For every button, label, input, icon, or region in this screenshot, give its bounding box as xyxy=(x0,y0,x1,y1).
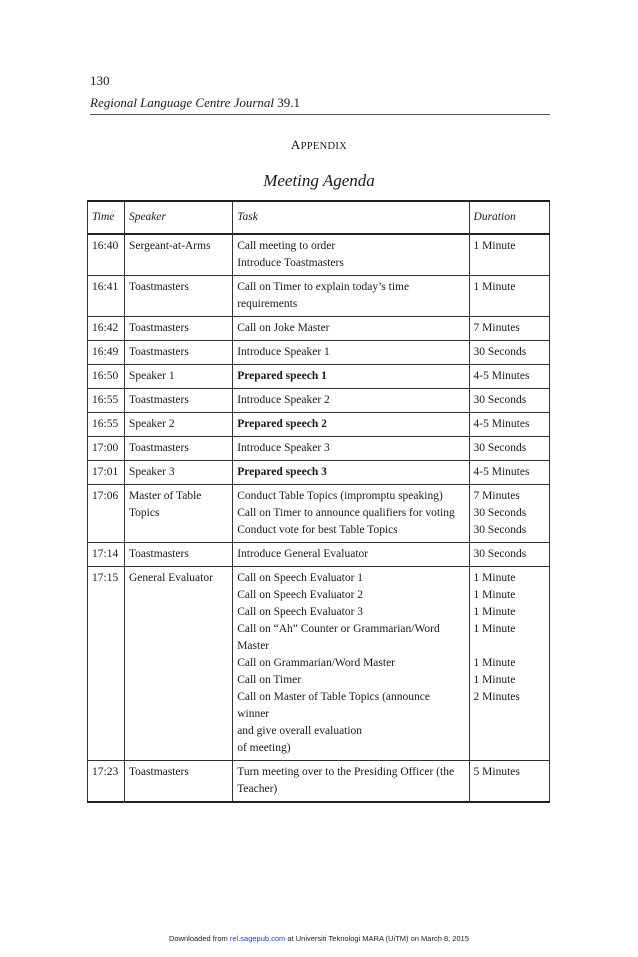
cell-task xyxy=(233,567,469,761)
duration-line: 4-5 Minutes xyxy=(473,418,530,430)
task-line: Master xyxy=(237,640,270,652)
duration-line: 5 Minutes xyxy=(473,766,520,778)
task-line: Prepared speech 1 xyxy=(237,370,327,382)
page-number: 130 xyxy=(90,73,110,88)
cell-task xyxy=(233,365,469,389)
cell-speaker: General Evaluator xyxy=(124,567,232,761)
task-line: Call meeting to order xyxy=(237,240,336,252)
footer-link[interactable]: rel.sagepub.com xyxy=(229,934,286,943)
table-caption: Meeting Agenda xyxy=(263,171,375,190)
cell-time: 17:23 xyxy=(88,761,125,803)
table-row xyxy=(88,341,550,365)
duration-line: 30 Seconds xyxy=(473,346,527,358)
cell-time: 17:06 xyxy=(88,485,125,543)
cell-time: 16:49 xyxy=(88,341,125,365)
table-row xyxy=(88,437,550,461)
duration-line: 30 Seconds xyxy=(473,524,527,536)
cell-duration xyxy=(469,413,549,437)
task-line: Prepared speech 3 xyxy=(237,466,327,478)
task-line: Call on Timer to announce qualifiers for voting xyxy=(237,507,455,519)
cell-time: 16:41 xyxy=(88,276,125,317)
cell-duration xyxy=(469,276,549,317)
duration-line: 2 Minutes xyxy=(473,691,520,703)
cell-speaker: Speaker 3 xyxy=(124,461,232,485)
header-duration: Duration xyxy=(469,201,549,234)
duration-line: 1 Minute xyxy=(473,572,516,584)
duration-line: 1 Minute xyxy=(473,623,516,635)
cell-speaker: Master of Table Topics xyxy=(124,485,232,543)
duration-line: 1 Minute xyxy=(473,657,516,669)
cell-time: 16:42 xyxy=(88,317,125,341)
running-header xyxy=(90,95,550,115)
task-line: and give overall evaluation xyxy=(237,725,363,737)
header-task: Task xyxy=(233,201,469,234)
table-row xyxy=(88,543,550,567)
cell-speaker: Toastmasters xyxy=(124,437,232,461)
cell-duration xyxy=(469,761,549,803)
cell-duration xyxy=(469,437,549,461)
task-line: Conduct Table Topics (impromptu speaking) xyxy=(237,490,443,502)
cell-speaker: Toastmasters xyxy=(124,389,232,413)
cell-time: 16:50 xyxy=(88,365,125,389)
task-line: Call on “Ah” Counter or Grammarian/Word xyxy=(237,623,440,635)
table-header-row xyxy=(88,201,550,234)
cell-time: 16:55 xyxy=(88,413,125,437)
cell-task xyxy=(233,485,469,543)
duration-line: 1 Minute xyxy=(473,674,516,686)
footer-suffix: at Universiti Teknologi MARA (UiTM) on March 8, 2015 xyxy=(285,934,469,943)
duration-line: 7 Minutes xyxy=(473,322,520,334)
task-line: Call on Timer xyxy=(237,674,302,686)
task-line: Call on Timer to explain today’s time xyxy=(237,281,410,293)
cell-time: 17:15 xyxy=(88,567,125,761)
duration-line: 1 Minute xyxy=(473,606,516,618)
task-line: Call on Joke Master xyxy=(237,322,330,334)
table-row xyxy=(88,761,550,803)
cell-task xyxy=(233,317,469,341)
agenda-table xyxy=(87,200,550,803)
duration-line: 1 Minute xyxy=(473,589,516,601)
duration-line: 4-5 Minutes xyxy=(473,466,530,478)
cell-task xyxy=(233,341,469,365)
download-footer xyxy=(0,934,638,943)
task-line: Call on Speech Evaluator 1 xyxy=(237,572,364,584)
task-line: Turn meeting over to the Presiding Officer (the xyxy=(237,766,455,778)
cell-time: 17:01 xyxy=(88,461,125,485)
appendix-heading xyxy=(0,137,638,153)
cell-task xyxy=(233,543,469,567)
task-line: Introduce Speaker 3 xyxy=(237,442,330,454)
cell-task xyxy=(233,234,469,276)
journal-volume: 39.1 xyxy=(277,95,301,110)
cell-duration xyxy=(469,461,549,485)
cell-duration xyxy=(469,234,549,276)
table-row xyxy=(88,389,550,413)
task-line: Introduce Speaker 1 xyxy=(237,346,330,358)
table-row xyxy=(88,234,550,276)
cell-speaker: Toastmasters xyxy=(124,543,232,567)
cell-speaker: Speaker 1 xyxy=(124,365,232,389)
cell-time: 16:55 xyxy=(88,389,125,413)
task-line: Call on Speech Evaluator 2 xyxy=(237,589,364,601)
table-row xyxy=(88,276,550,317)
cell-time: 17:14 xyxy=(88,543,125,567)
footer-prefix: Downloaded from xyxy=(168,934,230,943)
table-row xyxy=(88,461,550,485)
task-line: Call on Master of Table Topics (announce winner xyxy=(237,691,430,720)
cell-duration xyxy=(469,543,549,567)
table-row xyxy=(88,485,550,543)
cell-task xyxy=(233,413,469,437)
header-speaker: Speaker xyxy=(124,201,232,234)
task-line: Call on Speech Evaluator 3 xyxy=(237,606,364,618)
table-row xyxy=(88,413,550,437)
task-line: Teacher) xyxy=(237,783,278,795)
duration-line: 30 Seconds xyxy=(473,394,527,406)
duration-line xyxy=(474,638,545,655)
cell-duration xyxy=(469,365,549,389)
duration-line: 30 Seconds xyxy=(473,507,527,519)
table-row xyxy=(88,567,550,761)
task-line: of meeting) xyxy=(237,742,291,754)
cell-speaker: Speaker 2 xyxy=(124,413,232,437)
cell-duration xyxy=(469,567,549,761)
cell-time: 16:40 xyxy=(88,234,125,276)
task-line: Introduce Speaker 2 xyxy=(237,394,330,406)
cell-duration xyxy=(469,317,549,341)
task-line: Call on Grammarian/Word Master xyxy=(237,657,395,669)
task-line: requirements xyxy=(237,298,298,310)
duration-line: 1 Minute xyxy=(473,281,516,293)
duration-line: 30 Seconds xyxy=(473,548,527,560)
cell-task xyxy=(233,761,469,803)
cell-task xyxy=(233,389,469,413)
cell-duration xyxy=(469,389,549,413)
task-line: Prepared speech 2 xyxy=(237,418,327,430)
duration-line: 30 Seconds xyxy=(473,442,527,454)
cell-duration xyxy=(469,341,549,365)
table-row xyxy=(88,317,550,341)
table-body xyxy=(88,234,550,802)
task-line: Conduct vote for best Table Topics xyxy=(237,524,398,536)
cell-time: 17:00 xyxy=(88,437,125,461)
cell-task xyxy=(233,276,469,317)
task-line: Introduce General Evaluator xyxy=(237,548,369,560)
appendix-heading-initial: A xyxy=(290,137,301,152)
task-line: Introduce Toastmasters xyxy=(237,257,344,269)
appendix-heading-rest: PPENDIX xyxy=(300,141,348,152)
duration-line: 1 Minute xyxy=(473,240,516,252)
cell-speaker: Sergeant-at-Arms xyxy=(124,234,232,276)
duration-line: 4-5 Minutes xyxy=(473,370,530,382)
cell-speaker: Toastmasters xyxy=(124,276,232,317)
cell-speaker: Toastmasters xyxy=(124,317,232,341)
table-row xyxy=(88,365,550,389)
duration-line: 7 Minutes xyxy=(473,490,520,502)
journal-title: Regional Language Centre Journal xyxy=(90,95,275,110)
cell-speaker: Toastmasters xyxy=(124,761,232,803)
cell-speaker: Toastmasters xyxy=(124,341,232,365)
cell-task xyxy=(233,461,469,485)
cell-task xyxy=(233,437,469,461)
header-time: Time xyxy=(88,201,125,234)
cell-duration xyxy=(469,485,549,543)
